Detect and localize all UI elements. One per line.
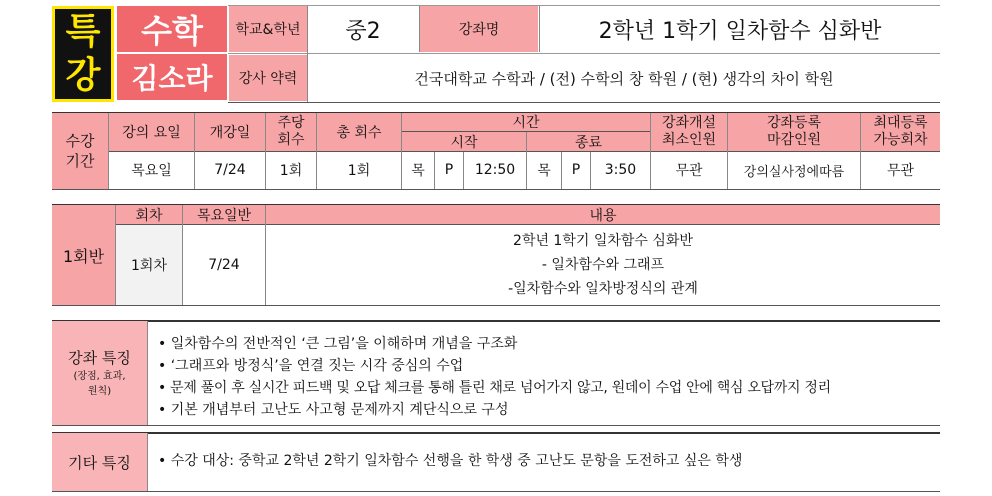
features-item: • 문제 풀이 후 실시간 피드백 및 오답 체크를 통해 틀린 채로 넘어가지 않고, 원데이 수업 안에 핵심 오답까지 정리: [158, 380, 831, 396]
value-max-text: 무관: [886, 163, 915, 179]
course-label-text: 강좌명: [458, 22, 500, 38]
grade-value-text: 중2: [345, 18, 381, 44]
session-content-line: - 일차함수와 그래프: [541, 257, 665, 273]
other-item-text: 수강 대상: 중학교 2학년 2학기 일차함수 선행을 한 학생 중 고난도 문항을 도전하고 싶은 학생: [170, 453, 743, 469]
badge-line1: 특: [65, 11, 101, 52]
teacher-text: 김소라: [131, 62, 213, 95]
features-list: [158, 333, 938, 421]
value-weekly: [266, 152, 316, 188]
header-end: [527, 132, 650, 151]
session-content-line: -일차함수와 일차방정식의 관계: [508, 281, 698, 297]
header-content-text: 내용: [589, 207, 617, 224]
badge-line2: 강: [65, 55, 101, 96]
header-start: [402, 132, 526, 151]
features-label-sub: (장점, 효과, 원칙): [73, 371, 126, 397]
value-start-day-text: 목: [411, 163, 425, 179]
course-label: [420, 6, 538, 52]
features-item: • ‘그래프와 방정식’을 연결 짓는 시각 중심의 수업: [158, 358, 464, 374]
teacher-name: [117, 54, 227, 100]
other-list: [158, 451, 938, 471]
header-round: [116, 205, 182, 224]
value-end-day-text: 목: [537, 163, 551, 179]
bio-label-text: 강사 약력: [238, 71, 298, 87]
features-item-text: ‘그래프와 방정식’을 연결 짓는 시각 중심의 수업: [170, 358, 464, 374]
special-badge: [52, 6, 114, 102]
value-end-ampm-text: P: [571, 162, 581, 178]
value-start-day: [402, 152, 434, 188]
header-time: [402, 113, 650, 131]
header-total-text: 총 회수: [336, 125, 382, 141]
header-deadline: [728, 113, 860, 151]
schedule-section-text: 수강 기간: [65, 132, 95, 170]
bio-value-text: 건국대학교 수학과 / (전) 수학의 창 학원 / (현) 생각의 차이 학원: [414, 69, 834, 88]
sessions-section-text: 1회반: [62, 246, 105, 266]
value-deadline-text: 강의실사정에따름: [743, 164, 845, 180]
session-content: [266, 225, 940, 305]
features-item: • 기본 개념부터 고난도 사고형 문제까지 계단식으로 구성: [158, 402, 509, 418]
session-round-text: 1회차: [131, 258, 167, 274]
header-start-date-text: 개강일: [209, 125, 251, 141]
features-label-main: 강좌 특징: [68, 349, 131, 367]
features-label: [52, 321, 147, 425]
value-deadline: [728, 152, 860, 188]
value-end-ampm: [562, 152, 590, 188]
header-weekly-text: 주당 회수: [277, 115, 305, 148]
value-min: [651, 152, 727, 188]
bio-label: [229, 55, 307, 101]
session-content-line: 2학년 1학기 일차함수 심화반: [513, 233, 693, 249]
header-min: [651, 113, 727, 151]
header-start-text: 시작: [450, 134, 478, 151]
header-end-text: 종료: [574, 134, 603, 151]
value-end-time-text: 3:50: [604, 162, 637, 178]
value-end-time: [591, 152, 650, 188]
header-time-text: 시간: [512, 115, 540, 131]
value-weekly-text: 1회: [279, 163, 303, 179]
value-start-time: [464, 152, 526, 188]
header-day: [109, 113, 194, 151]
header-total: [317, 113, 401, 151]
value-min-text: 무관: [675, 163, 703, 179]
subject-title: [117, 6, 227, 52]
other-item: • 수강 대상: 중학교 2학년 2학기 일차함수 선행을 한 학생 중 고난도 문항을 도전하고 싶은 학생: [158, 453, 743, 469]
header-start-date: [195, 113, 265, 151]
value-start-time-text: 12:50: [474, 162, 516, 178]
value-start-ampm-text: P: [444, 162, 454, 178]
schedule-section-label: [52, 113, 108, 189]
session-date: [183, 225, 265, 305]
sessions-section-label: [52, 205, 115, 305]
header-day-text: 강의 요일: [122, 125, 181, 141]
grade-value: [308, 6, 418, 52]
value-start-ampm: [435, 152, 463, 188]
course-value-text: 2학년 1학기 일차함수 심화반: [598, 18, 882, 44]
bio-value: [308, 55, 940, 101]
session-date-text: 7/24: [208, 257, 240, 273]
other-label: [52, 433, 147, 491]
features-item: • 일차함수의 전반적인 ‘큰 그림’을 이해하며 개념을 구조화: [158, 336, 518, 352]
header-date: [183, 205, 265, 224]
value-day: [109, 152, 194, 188]
session-round: [116, 225, 182, 305]
features-item-text: 문제 풀이 후 실시간 피드백 및 오답 체크를 통해 틀린 채로 넘어가지 않고, 원데이 수업 안에 핵심 오답까지 정리: [170, 380, 831, 396]
value-day-text: 목요일: [131, 163, 172, 179]
subject-text: 수학: [141, 12, 203, 50]
header-date-text: 목요일반: [196, 207, 252, 224]
course-value: [540, 6, 940, 52]
value-start-date-text: 7/24: [214, 162, 246, 178]
header-max-text: 최대등록 가능회차: [873, 115, 928, 148]
value-max: [861, 152, 940, 188]
value-end-day: [527, 152, 561, 188]
header-round-text: 회차: [135, 207, 163, 224]
value-start-date: [195, 152, 265, 188]
header-content: [266, 205, 940, 224]
header-max: [861, 113, 940, 151]
value-total-text: 1회: [347, 163, 371, 179]
grade-label: [229, 6, 307, 52]
value-total: [317, 152, 401, 188]
header-min-text: 강좌개설 최소인원: [661, 115, 717, 148]
features-item-text: 기본 개념부터 고난도 사고형 문제까지 계단식으로 구성: [170, 402, 509, 418]
other-label-text: 기타 특징: [68, 453, 131, 472]
header-weekly: [266, 113, 316, 151]
grade-label-text: 학교&학년: [235, 22, 301, 38]
header-deadline-text: 강좌등록 마감인원: [766, 115, 822, 148]
features-item-text: 일차함수의 전반적인 ‘큰 그림’을 이해하며 개념을 구조화: [170, 336, 518, 352]
